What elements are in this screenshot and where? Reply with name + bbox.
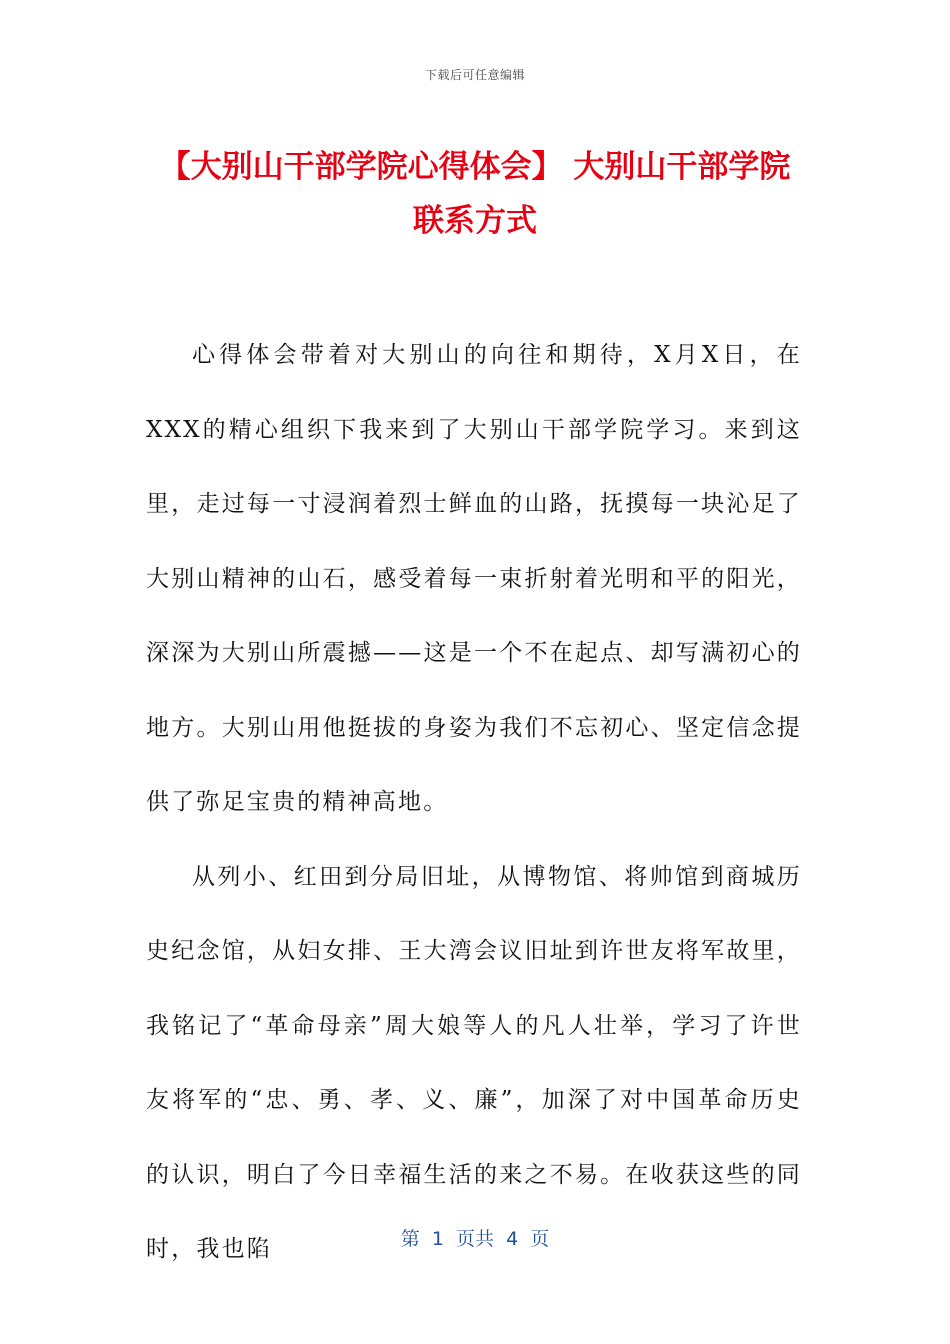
paragraph: 心得体会带着对大别山的向往和期待，X月X日，在XXX的精心组织下我来到了大别山干部学院学习。来到这里，走过每一寸浸润着烈士鲜血的山路，抚摸每一块沁足了大别山精神的山石，感受着每一束折射着光明和平的阳光，深深为大别山所震撼——这是一个不在起点、却写满初心的地方。大别山用他挺拔的身姿为我们不忘初心、坚定信念提供了弥足宝贵的精神高地。 xyxy=(146,342,802,815)
paragraph: 从列小、红田到分局旧址，从博物馆、将帅馆到商城历史纪念馆，从妇女排、王大湾会议旧址到许世友将军故里，我铭记了“革命母亲”周大娘等人的凡人壮举，学习了许世友将军的“忠、勇、孝、义、廉”，加深了对中国革命历史的认识，明白了今日幸福生活的来之不易。在收获这些的同时，我也陷 xyxy=(146,863,802,1262)
document-title: 【大别山干部学院心得体会】 大别山干部学院联系方式 xyxy=(159,149,791,239)
document-body xyxy=(146,318,802,1287)
page-number-footer: 第 1 页共 4 页 xyxy=(400,1228,550,1250)
header-note: 下载后可任意编辑 xyxy=(424,68,525,82)
